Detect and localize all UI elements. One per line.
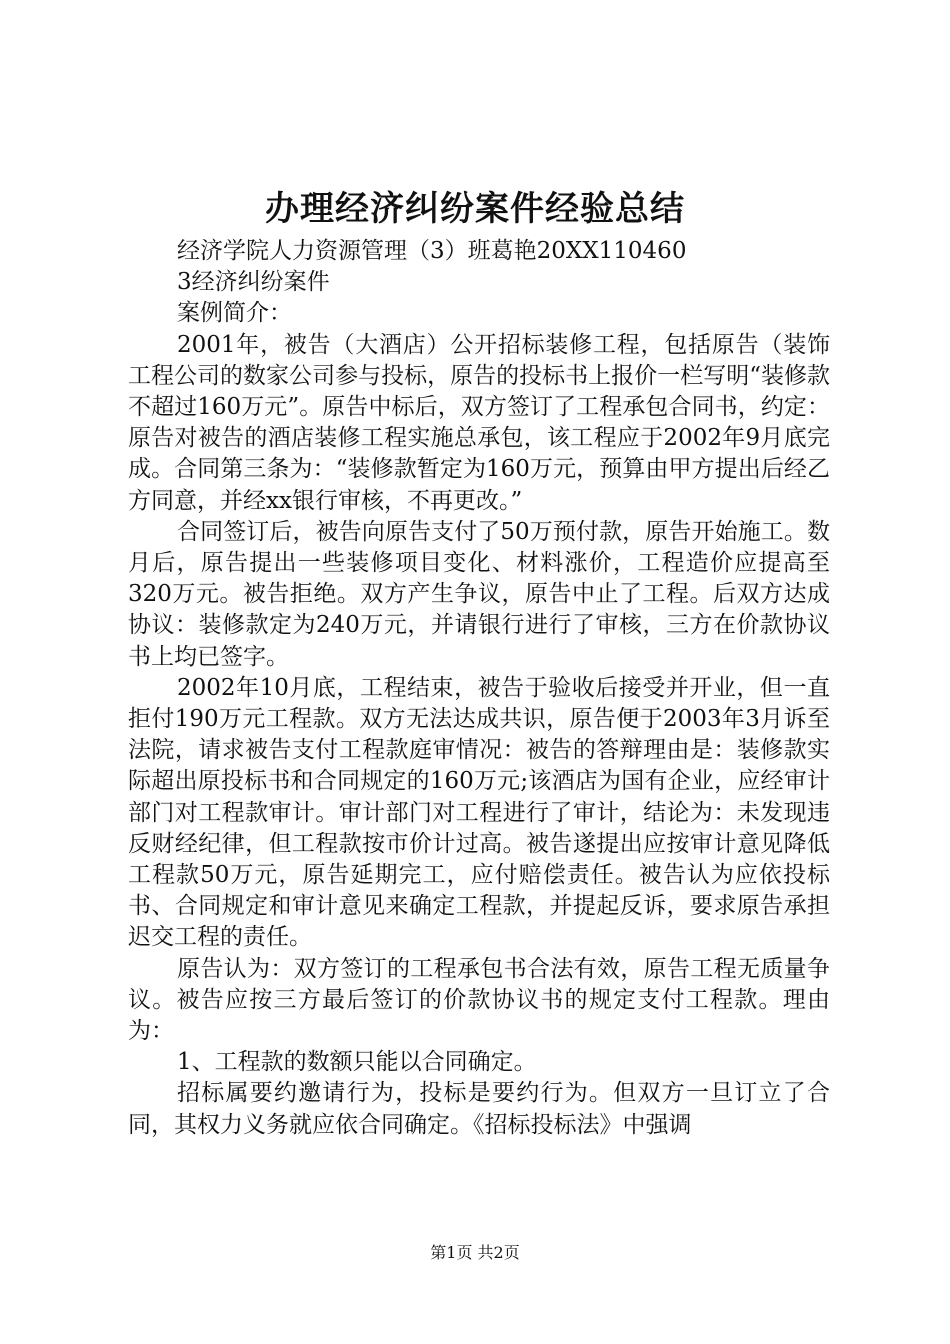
paragraph-5: 1、工程款的数额只能以合同确定。 (177, 1049, 537, 1076)
page-footer: 第1页 共2页 (430, 1243, 520, 1262)
paragraph-2: 合同签订后，被告向原告支付了50万预付款，原告开始施工。数月后，原告提出一些装修项目变化、材料涨价，工程造价应提高至320万元。被告拒绝。双方产生争议，原告中止了工程。后双方达成协议：装修款定为240万元，并请银行进行了审核，三方在价款协议书上均已签字。 (128, 518, 830, 670)
section-heading: 案例简介： (177, 300, 292, 327)
document-title: 办理经济纠纷案件经验总结 (265, 189, 685, 229)
paragraph-3: 2002年10月底，工程结束，被告于验收后接受并开业，但一直拒付190万元工程款。双方无法达成共识，原告便于2003年3月诉至法院，请求被告支付工程款庭审情况：被告的答辩理由是：装修款实际超出原投标书和合同规定的160万元;该酒店为国有企业，应经审计部门对工程款审计。审计部门对工程进行了审计，结论为：未发现违反财经纪律，但工程款按市价计过高。被告遂提出应按审计意见降低工程款50万元，原告延期完工，应付赔偿责任。被告认为应依投标书、合同规定和审计意见来确定工程款，并提起反诉，要求原告承担迟交工程的责任。 (128, 674, 830, 951)
author-line: 经济学院人力资源管理（3）班葛艳20XX110460 (177, 238, 687, 264)
paragraph-4: 原告认为：双方签订的工程承包书合法有效，原告工程无质量争议。被告应按三方最后签订的价款协议书的规定支付工程款。理由为： (128, 955, 830, 1045)
document-subtitle: 3经济纠纷案件 (177, 269, 330, 296)
document-body (128, 236, 830, 1141)
paragraph-6: 招标属要约邀请行为，投标是要约行为。但双方一旦订立了合同，其权力义务就应依合同确定。《招标投标法》中强调 (128, 1080, 830, 1138)
paragraph-1: 2001年，被告（大酒店）公开招标装修工程，包括原告（装饰工程公司的数家公司参与投标，原告的投标书上报价一栏写明“装修款不超过160万元”。原告中标后，双方签订了工程承包合同书，约定：原告对被告的酒店装修工程实施总承包，该工程应于2002年9月底完成。合同第三条为：“装修款暂定为160万元，预算由甲方提出后经乙方同意，并经xx银行审核，不再更改。” (128, 331, 830, 514)
